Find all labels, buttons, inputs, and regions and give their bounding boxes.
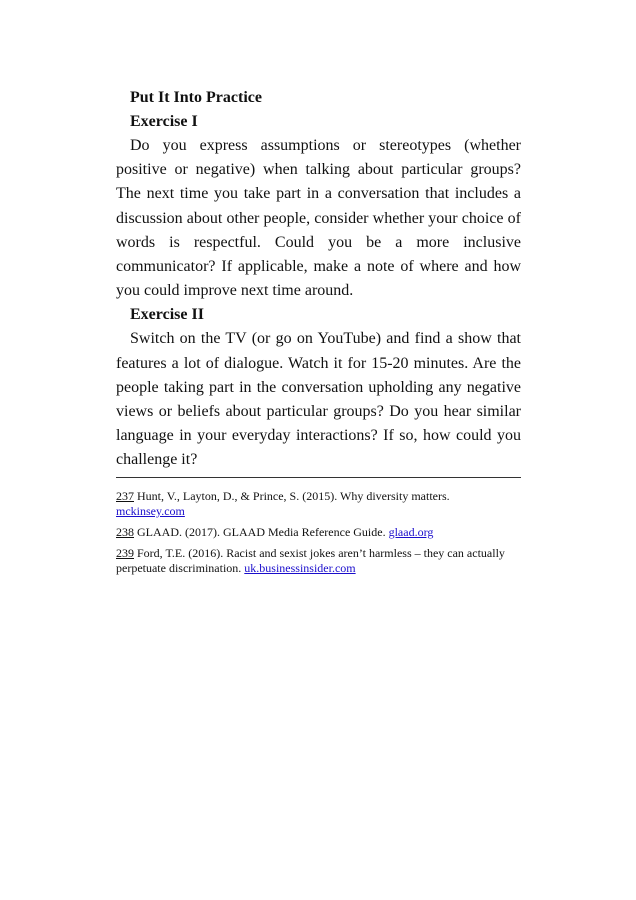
footnotes (116, 489, 521, 576)
exercise-1-heading: Exercise I (130, 113, 198, 130)
footnote-divider (116, 477, 521, 478)
footnote-number[interactable]: 239 (116, 545, 134, 560)
exercise-2-heading: Exercise II (130, 306, 204, 324)
footnote-text: Ford, T.E. (2016). Racist and sexist jokes aren’t harmless – they can actually perpetuate discrimination. (116, 545, 505, 575)
footnote-link[interactable]: uk.businessinsider.com (244, 560, 356, 575)
footnote-text: GLAAD. (2017). GLAAD Media Reference Guide. (134, 524, 389, 539)
section-heading: Put It Into Practice (130, 89, 262, 106)
footnote-link[interactable]: glaad.org (388, 524, 434, 539)
document-page (116, 86, 521, 582)
exercise-2-body: Switch on the TV (or go on YouTube) and find a show that features a lot of dialogue. Watch it for 15-20 minutes. Are the people taking part in the conversation upholding any negative views or beliefs about particular groups? Do you hear similar language in your everyday interactions? If so, how could you challenge it? (116, 330, 521, 469)
footnote-239 (116, 546, 521, 576)
footnote-238 (116, 525, 521, 540)
footnote-text: Hunt, V., Layton, D., & Prince, S. (2015). Why diversity matters. (134, 488, 450, 503)
footnote-link[interactable]: mckinsey.com (116, 503, 185, 518)
footnote-number[interactable]: 237 (116, 488, 134, 503)
footnote-237 (116, 489, 521, 519)
footnote-number[interactable]: 238 (116, 524, 134, 539)
exercise-1-body: Do you express assumptions or stereotypes (whether positive or negative) when talking about particular groups? The next time you take part in a conversation that includes a discussion about other people, consider whether your choice of words is respectful. Could you be a more inclusive communicator? If applicable, make a note of where and how you could improve next time around. (116, 137, 521, 300)
